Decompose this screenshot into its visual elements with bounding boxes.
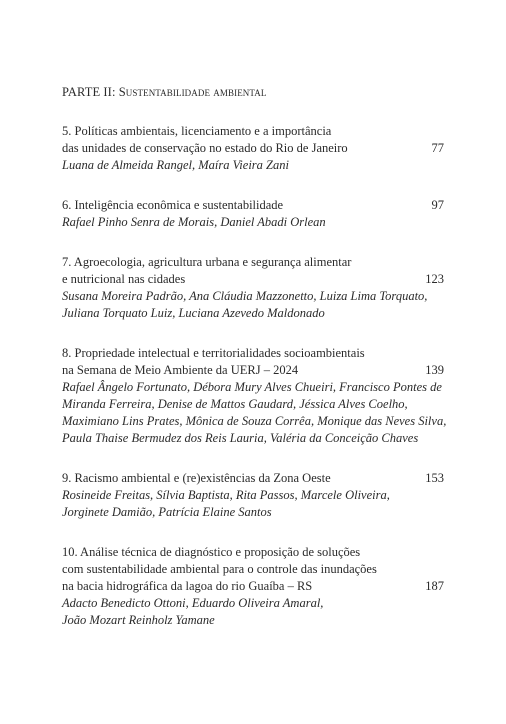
- toc-entry[interactable]: [62, 254, 444, 322]
- chapter-title-line: com sustentabilidade ambiental para o controle das inundações: [62, 562, 377, 576]
- chapter-authors-line: Luana de Almeida Rangel, Maíra Vieira Zani: [62, 158, 289, 172]
- page-number: 77: [431, 141, 444, 155]
- chapter-authors-line: Adacto Benedicto Ottoni, Eduardo Oliveira Amaral,: [62, 596, 324, 610]
- chapter-authors-line: Rosineide Freitas, Sílvia Baptista, Rita Passos, Marcele Oliveira,: [62, 488, 390, 502]
- page-number: 97: [431, 198, 444, 212]
- chapter-authors-line: Rafael Pinho Senra de Morais, Daniel Abadi Orlean: [62, 215, 326, 229]
- chapter-authors-line: Maximiano Lins Prates, Mônica de Souza Corrêa, Monique das Neves Silva,: [62, 414, 447, 428]
- chapter-authors-line: Jorginete Damião, Patrícia Elaine Santos: [62, 505, 272, 519]
- chapter-authors-line: Miranda Ferreira, Denise de Mattos Gaudard, Jéssica Alves Coelho,: [62, 397, 408, 411]
- toc-entry[interactable]: [62, 123, 444, 174]
- toc-entries: [62, 123, 447, 629]
- part-heading: [62, 84, 444, 101]
- chapter-authors-line: Susana Moreira Padrão, Ana Cláudia Mazzonetto, Luiza Lima Torquato,: [62, 289, 428, 303]
- chapter-authors-line: Juliana Torquato Luiz, Luciana Azevedo Maldonado: [62, 306, 325, 320]
- page-number: 153: [425, 471, 444, 485]
- chapter-title-line: 7. Agroecologia, agricultura urbana e segurança alimentar: [62, 255, 352, 269]
- toc-entry[interactable]: [62, 544, 444, 629]
- chapter-title-line: 6. Inteligência econômica e sustentabilidade: [62, 198, 284, 212]
- chapter-authors-line: Paula Thaise Bermudez dos Reis Lauria, Valéria da Conceição Chaves: [62, 431, 419, 445]
- page-number: 139: [425, 363, 444, 377]
- chapter-title-line: e nutricional nas cidades: [62, 272, 186, 286]
- toc-entry[interactable]: [62, 345, 447, 447]
- part-prefix: PARTE II:: [62, 85, 119, 99]
- toc-entry[interactable]: [62, 470, 444, 521]
- table-of-contents: [62, 84, 447, 652]
- page-number: 123: [425, 272, 444, 286]
- chapter-title-line: 9. Racismo ambiental e (re)existências da Zona Oeste: [62, 471, 331, 485]
- toc-entry[interactable]: [62, 197, 444, 231]
- chapter-title-line: das unidades de conservação no estado do Rio de Janeiro: [62, 141, 348, 155]
- page-number: 187: [425, 579, 444, 593]
- chapter-authors-line: João Mozart Reinholz Yamane: [62, 613, 215, 627]
- chapter-title-line: 8. Propriedade intelectual e territorialidades socioambientais: [62, 346, 365, 360]
- chapter-authors-line: Rafael Ângelo Fortunato, Débora Mury Alves Chueiri, Francisco Pontes de: [62, 380, 442, 394]
- chapter-title-line: 10. Análise técnica de diagnóstico e proposição de soluções: [62, 545, 361, 559]
- chapter-title-line: na bacia hidrográfica da lagoa do rio Guaíba – RS: [62, 579, 313, 593]
- chapter-title-line: 5. Políticas ambientais, licenciamento e a importância: [62, 124, 332, 138]
- part-title: Sustentabilidade ambiental: [118, 85, 267, 99]
- chapter-title-line: na Semana de Meio Ambiente da UERJ – 2024: [62, 363, 299, 377]
